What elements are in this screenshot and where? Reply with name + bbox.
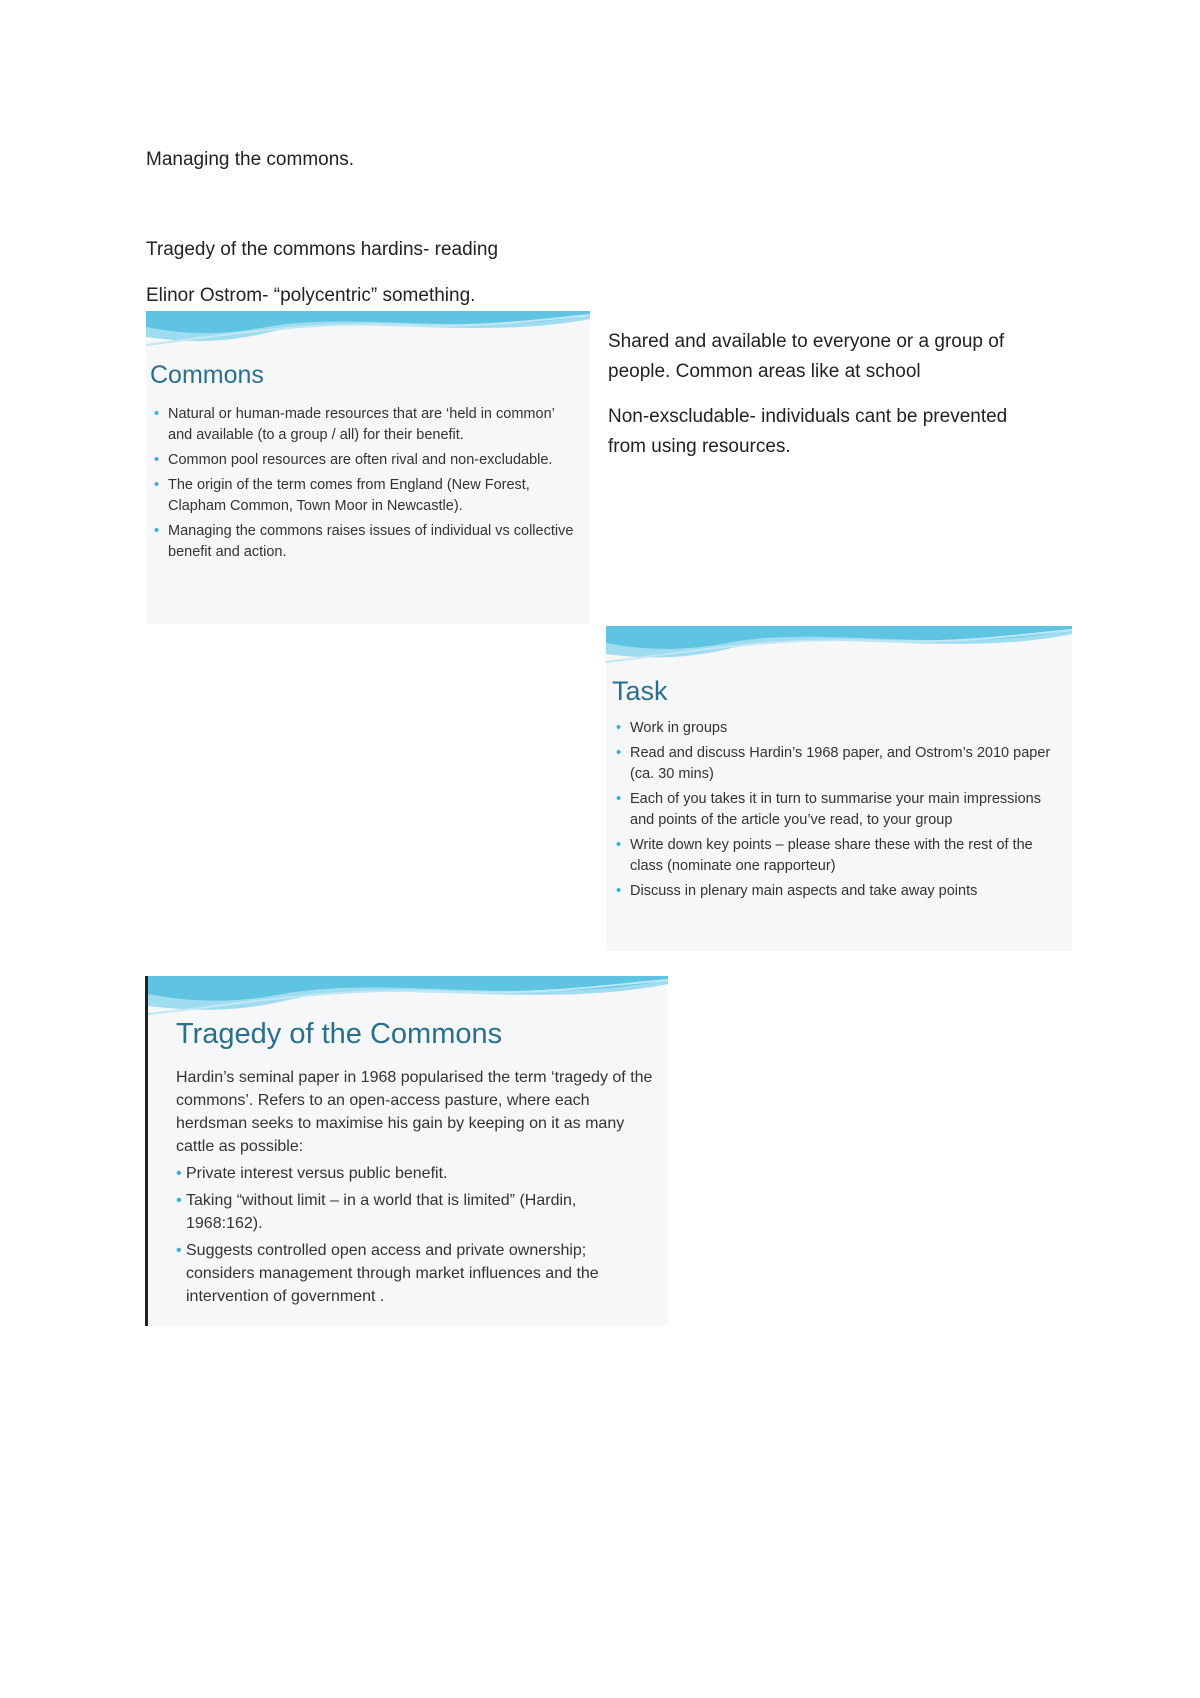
dot-bullet-icon: •	[154, 523, 160, 539]
dot-bullet-icon: •	[176, 1192, 182, 1209]
list-item	[154, 404, 574, 446]
dot-bullet-icon: •	[616, 745, 622, 761]
bullet-text: Suggests controlled open access and private ownership; considers management through market influences and the intervention of government .	[186, 1242, 599, 1305]
dot-bullet-icon: •	[616, 791, 622, 807]
list-item	[176, 1239, 656, 1308]
dot-bullet-icon: •	[154, 452, 160, 468]
notes-line-ostrom: Elinor Ostrom- “polycentric” something.	[146, 285, 476, 306]
list-item	[154, 475, 574, 517]
dot-bullet-icon: •	[616, 720, 622, 736]
slide-title: Task	[612, 676, 668, 706]
slide-title: Tragedy of the Commons	[176, 1018, 503, 1050]
notes-line-tragedy: Tragedy of the commons hardins- reading	[146, 239, 499, 260]
list-item	[616, 789, 1056, 831]
wave-decoration	[146, 311, 590, 353]
list-item	[154, 521, 574, 563]
bullet-text: Private interest versus public benefit.	[186, 1165, 448, 1182]
list-item	[176, 1189, 656, 1235]
bullet-text: Managing the commons raises issues of individual vs collective benefit and action.	[168, 523, 574, 560]
list-item	[616, 718, 1056, 739]
bullet-text: Common pool resources are often rival and non-excludable.	[168, 452, 553, 468]
slide-title: Commons	[150, 361, 264, 389]
list-item	[616, 881, 1056, 902]
bullet-text: The origin of the term comes from England (New Forest, Clapham Common, Town Moor in Newcastle).	[168, 477, 530, 514]
dot-bullet-icon: •	[616, 883, 622, 899]
slide-tragedy	[148, 976, 668, 1326]
slide-commons	[146, 311, 590, 624]
bullet-list	[154, 404, 574, 563]
bullet-list	[616, 718, 1056, 902]
list-item	[176, 1162, 656, 1185]
slide-task	[606, 626, 1072, 951]
list-item	[616, 743, 1056, 785]
bullet-text: Read and discuss Hardin’s 1968 paper, and Ostrom’s 2010 paper (ca. 30 mins)	[630, 745, 1051, 782]
list-item	[154, 450, 574, 471]
dot-bullet-icon: •	[154, 406, 160, 422]
bullet-text: Work in groups	[630, 720, 728, 736]
notes-right-para-shared: Shared and available to everyone or a group of people. Common areas like at school	[608, 331, 1005, 382]
wave-decoration	[148, 976, 668, 1022]
dot-bullet-icon: •	[176, 1165, 182, 1182]
wave-decoration	[606, 626, 1072, 670]
notes-heading: Managing the commons.	[146, 149, 355, 170]
notes-right-para-nonexcludable: Non-exscludable- individuals cant be prevented from using resources.	[608, 406, 1008, 457]
bullet-text: Natural or human-made resources that are ‘held in common’ and available (to a group / all) for their benefit.	[168, 406, 555, 443]
bullet-text: Taking “without limit – in a world that is limited” (Hardin, 1968:162).	[186, 1192, 577, 1232]
bullet-list	[176, 1162, 656, 1308]
bullet-text: Write down key points – please share these with the rest of the class (nominate one rapporteur)	[630, 837, 1033, 874]
dot-bullet-icon: •	[616, 837, 622, 853]
intro-paragraph: Hardin’s seminal paper in 1968 popularised the term ‘tragedy of the commons’. Refers to an open-access pasture, where each herdsman seeks to maximise his gain by keeping on it as many cattle as possible:	[176, 1069, 653, 1155]
bullet-text: Each of you takes it in turn to summarise your main impressions and points of the article you’ve read, to your group	[630, 791, 1041, 828]
bullet-text: Discuss in plenary main aspects and take away points	[630, 883, 978, 899]
dot-bullet-icon: •	[154, 477, 160, 493]
list-item	[616, 835, 1056, 877]
dot-bullet-icon: •	[176, 1242, 182, 1259]
